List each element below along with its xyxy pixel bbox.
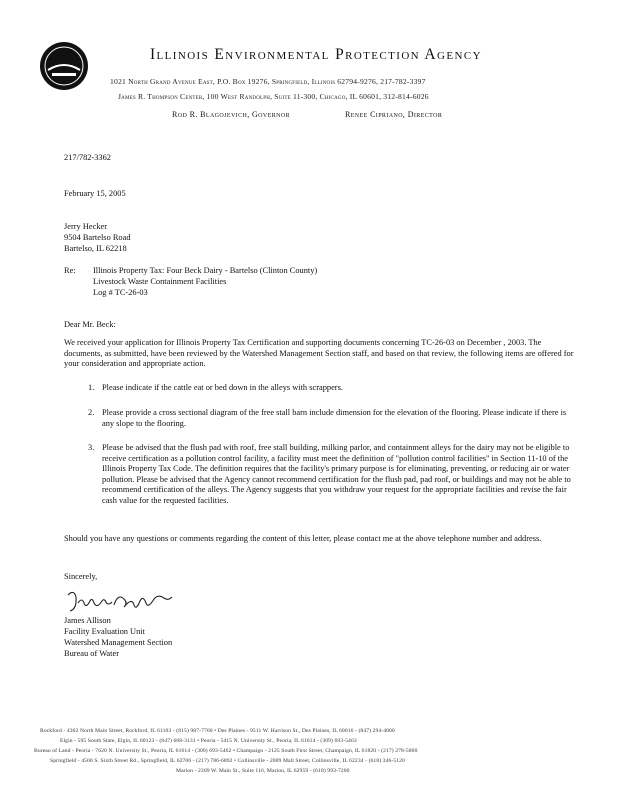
signature-block xyxy=(64,615,172,659)
subject-line-1: Illinois Property Tax: Four Beck Dairy - Bartelso (Clinton County) xyxy=(93,266,318,275)
footer-line-5: Marion - 2309 W. Main St., Suite 116, Marion, IL 62959 - (618) 993-7200 xyxy=(176,768,350,774)
signer-name: James Allison xyxy=(64,616,111,625)
footer-line-3: Bureau of Land - Peoria - 7620 N. University St., Peoria, IL 61614 - (309) 693-5462 • Champaign - 2125 South First Street, Champaign, IL 61820 - (217) 278-5800 xyxy=(34,748,418,754)
list-item-text: Please be advised that the flush pad with roof, free stall building, milking parlor, and containment alleys for the dairy may not be eligible to receive certification as a pollution control facility, a facility must meet the definition of "pollution control facilities" in Section 11-10 of the Illinois Property Tax Code. The definition requires that the facility's primary purpose is for eliminating, preventing, or reducing air or water pollution. Please be advised that the Agency cannot recommend certification for the flush pad, pad roof, or buildings and may not be able to recommend certification of the alleys. The Agency suggests that you withdraw your request for the appropriate facilities and revise the fair cash value for the requested facilities. xyxy=(102,443,571,505)
director: Renee Cipriano, Director xyxy=(345,110,443,119)
recipient-name: Jerry Hecker xyxy=(64,222,108,231)
subject-line-2: Livestock Waste Containment Facilities xyxy=(93,277,227,286)
address-line-2: James R. Thompson Center, 100 West Randolph, Suite 11-300, Chicago, IL 60601, 312-814-6026 xyxy=(118,92,429,101)
salutation: Dear Mr. Beck: xyxy=(64,320,116,329)
address-line-1: 1021 North Grand Avenue East, P.O. Box 19276, Springfield, Illinois 62794-9276, 217-782-3397 xyxy=(110,77,426,86)
governor: Rod R. Blagojevich, Governor xyxy=(172,110,290,119)
footer-line-4: Springfield - 4500 S. Sixth Street Rd., Springfield, IL 62706 - (217) 786-6892 • Collinsville - 2009 Mall Street, Collinsville, IL 62234 - (618) 346-5120 xyxy=(50,758,405,764)
subject-block xyxy=(93,265,317,298)
re-label: Re: xyxy=(64,266,76,275)
signer-section: Watershed Management Section xyxy=(64,638,173,647)
list-item xyxy=(88,383,572,394)
list-item-number: 1. xyxy=(88,383,95,392)
signature-image xyxy=(64,587,184,617)
intro-paragraph: We received your application for Illinois Property Tax Certification and supporting documents concerning TC-26-03 on December , 2003. The documents, as submitted, have been reviewed by the Watershed Management Section staff, and based on that review, the following items are offered for your consideration and appropriate action. xyxy=(64,338,574,369)
agency-name: Illinois Environmental Protection Agency xyxy=(150,46,482,63)
letter-date: February 15, 2005 xyxy=(64,189,126,198)
recipient-city: Bartelso, IL 62218 xyxy=(64,244,127,253)
list-item-text: Please indicate if the cattle eat or bed down in the alleys with scrappers. xyxy=(102,383,343,392)
recipient-street: 9504 Bartelso Road xyxy=(64,233,131,242)
footer-line-1: Rockford - 4302 North Main Street, Rockford, IL 61103 - (815) 987-7760 • Des Plaines - 9511 W. Harrison St., Des Plaines, IL 60016 - (847) 294-4000 xyxy=(40,728,395,734)
closing-paragraph: Should you have any questions or comments regarding the content of this letter, please contact me at the above telephone number and address. xyxy=(64,534,542,543)
list-item-text: Please provide a cross sectional diagram of the free stall barn include dimension for the elevation of the flooring. Please indicate if there is any slope to the flooring. xyxy=(102,408,567,428)
signer-bureau: Bureau of Water xyxy=(64,649,119,658)
subject-line-3: Log # TC-26-03 xyxy=(93,288,148,297)
phone-number: 217/782-3362 xyxy=(64,153,111,162)
sign-off: Sincerely, xyxy=(64,572,98,581)
list-item-number: 3. xyxy=(88,443,95,452)
footer-line-2: Elgin - 595 South State, Elgin, IL 60123 - (847) 608-3131 • Peoria - 5415 N. University St., Peoria, IL 61614 - (309) 693-5463 xyxy=(60,738,357,744)
recipient-address xyxy=(64,221,131,254)
list-item xyxy=(88,408,572,429)
list-item-number: 2. xyxy=(88,408,95,417)
agency-seal-icon xyxy=(38,40,90,92)
signer-unit: Facility Evaluation Unit xyxy=(64,627,145,636)
list-item xyxy=(88,443,572,507)
